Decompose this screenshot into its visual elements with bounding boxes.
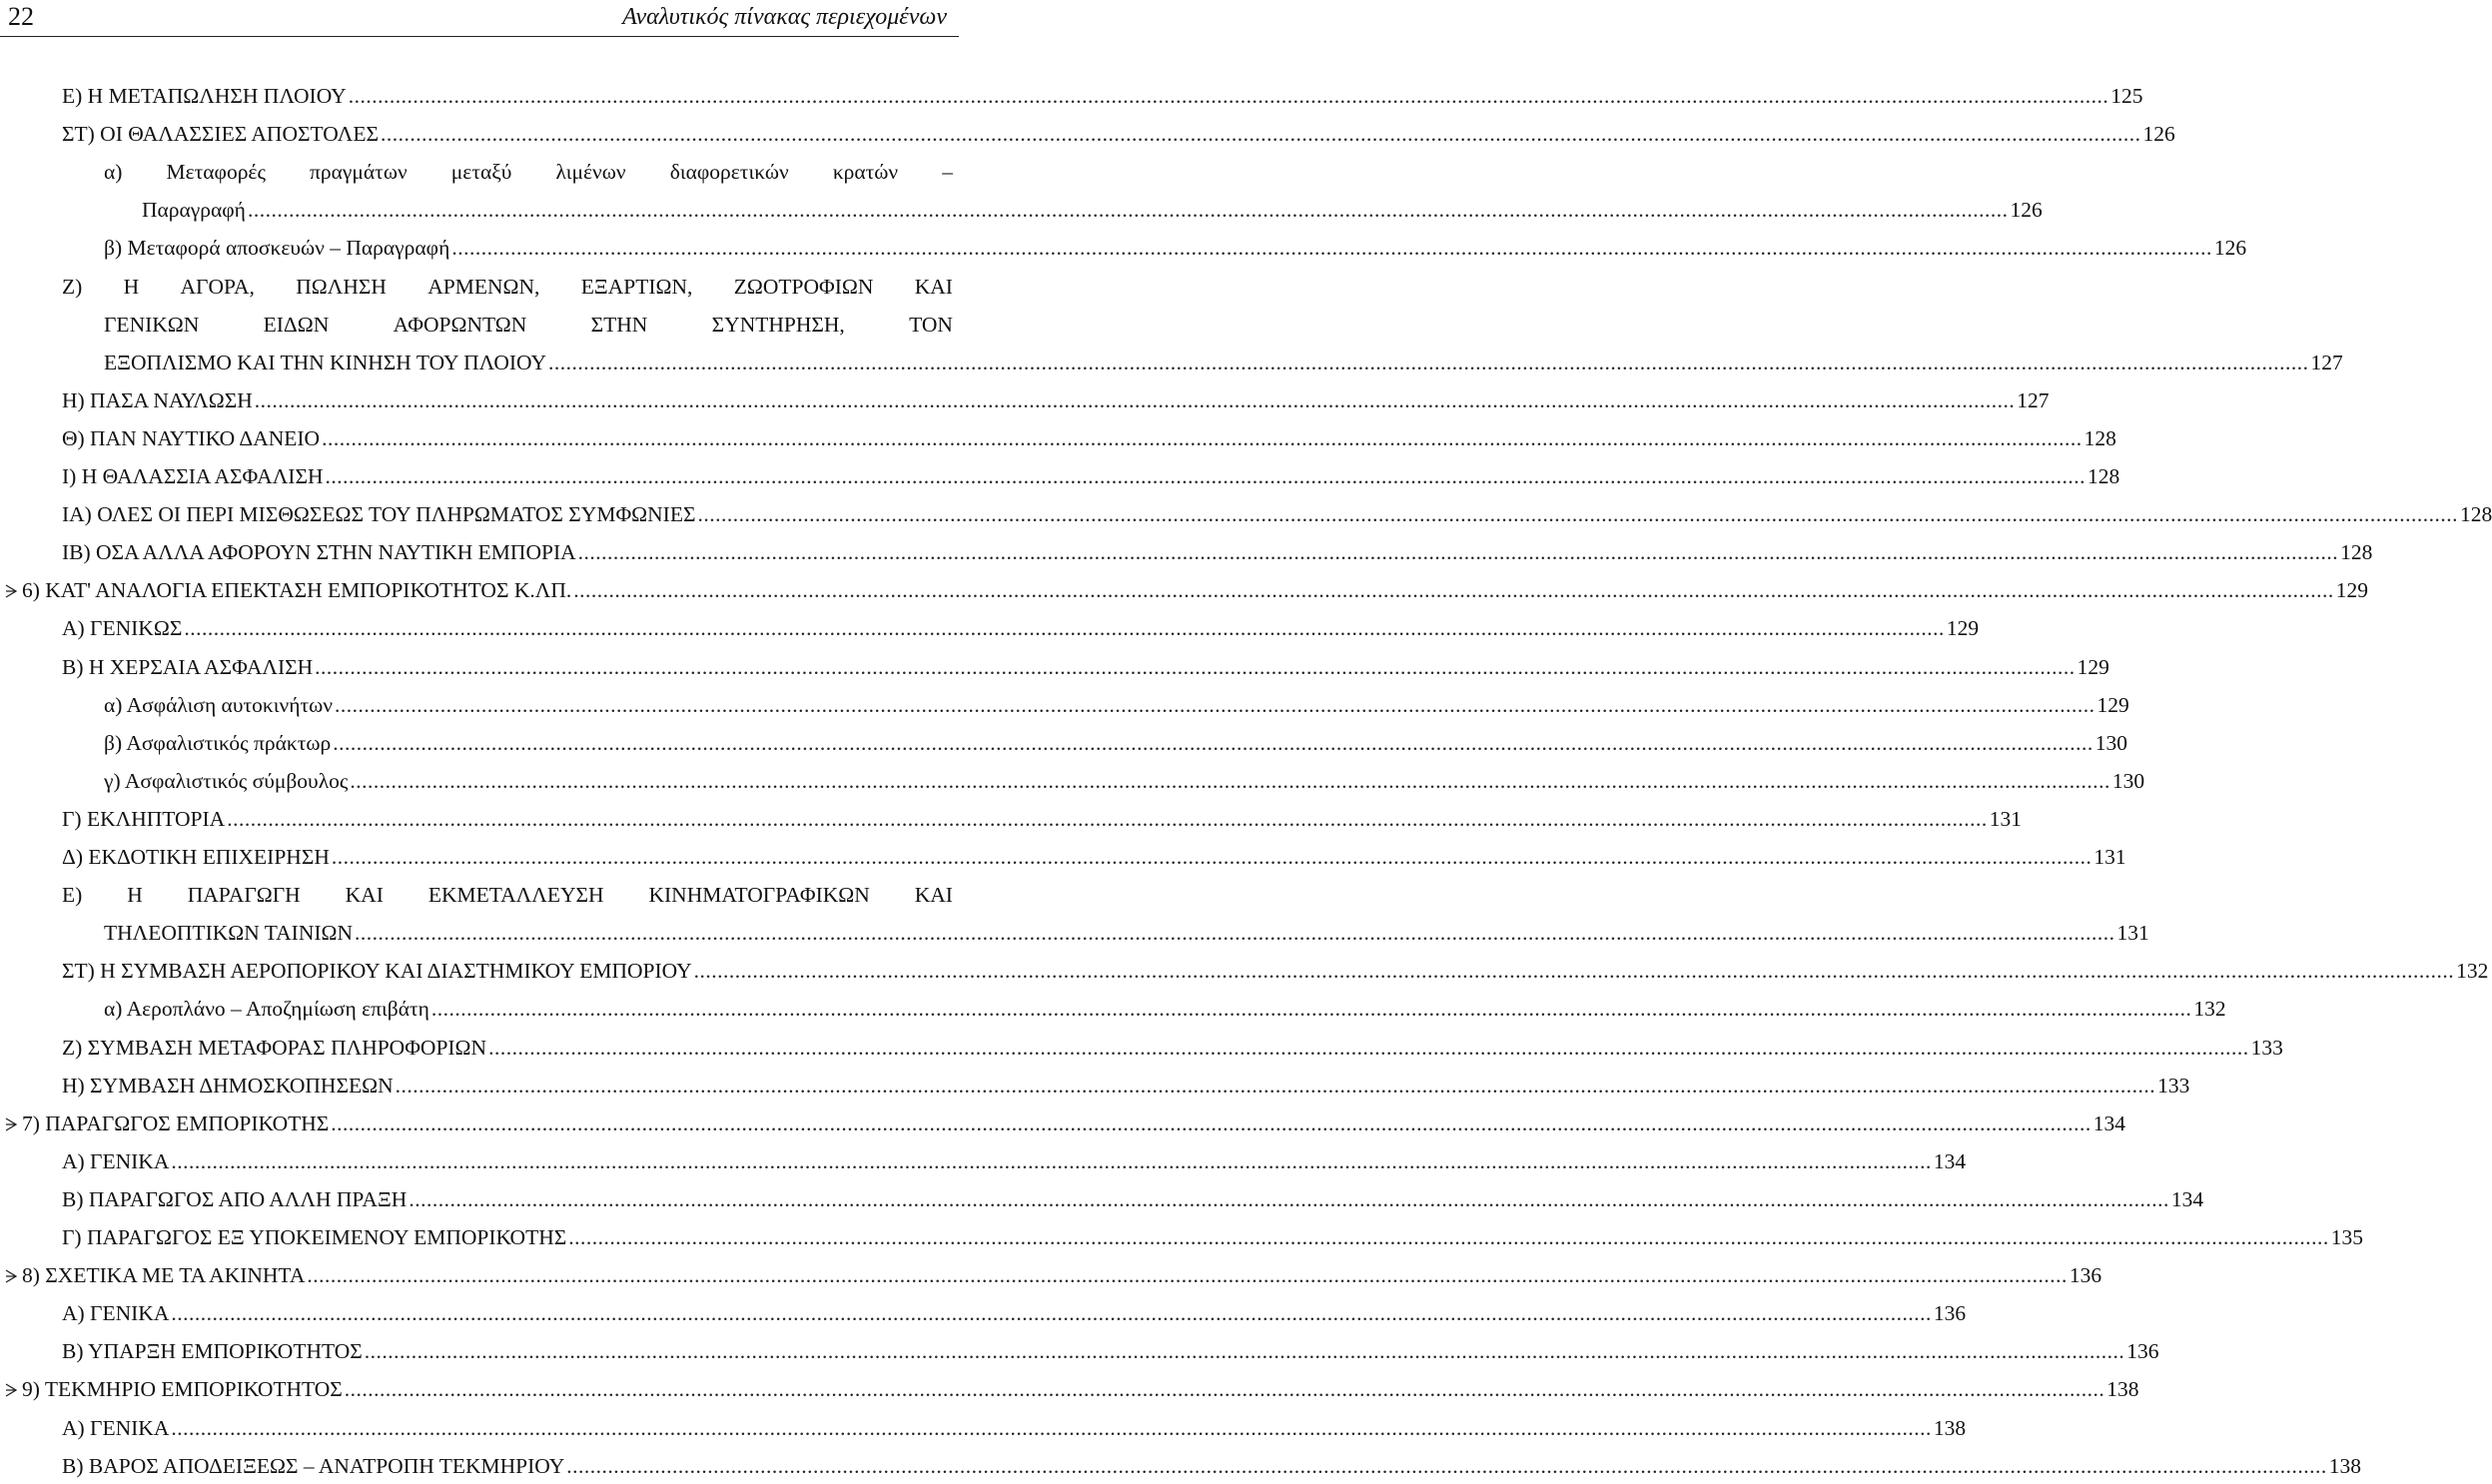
toc-entry-title: ΤΗΛΕΟΠΤΙΚΩΝ ΤΑΙΝΙΩΝ [104, 921, 354, 945]
toc-entry [0, 1295, 1967, 1331]
dot-leader: ............................................................................................................................................................................................................................................................................................................ [395, 1074, 2156, 1098]
toc-page-number: 136 [2126, 1339, 2159, 1363]
toc-leader-line [62, 610, 1980, 646]
toc-entry-continuation [0, 345, 2343, 380]
toc-page-number: 132 [2456, 959, 2489, 983]
dot-leader: ............................................................................................................................................................................................................................................................................................................ [566, 1454, 2327, 1478]
dot-leader: ............................................................................................................................................................................................................................................................................................................ [697, 502, 2458, 526]
toc-entry [0, 649, 2109, 685]
toc-entry-continuation [0, 307, 959, 343]
dot-leader: ............................................................................................................................................................................................................................................................................................................ [693, 959, 2455, 983]
toc-page-number: 129 [2335, 578, 2368, 602]
toc-entry [0, 269, 959, 305]
dot-leader: ............................................................................................................................................................................................................................................................................................................ [344, 1377, 2105, 1401]
dot-leader: ............................................................................................................................................................................................................................................................................................................ [331, 1112, 2091, 1135]
toc-entry-title: 7) ΠΑΡΑΓΩΓΟΣ ΕΜΠΟΡΙΚΟΤΗΣ [22, 1112, 330, 1135]
toc-word: πραγμάτων [310, 160, 408, 184]
toc-leader-line [22, 1106, 2126, 1141]
toc-leader-line [62, 1295, 1967, 1331]
toc-entry [0, 534, 2373, 570]
dot-leader: ............................................................................................................................................................................................................................................................................................................ [307, 1263, 2068, 1287]
toc-leader-line [104, 991, 2226, 1027]
toc-entry [0, 801, 2022, 837]
toc-page-number: 129 [2077, 655, 2109, 679]
toc-word: – [942, 160, 953, 184]
dot-leader: ............................................................................................................................................................................................................................................................................................................ [577, 540, 2339, 564]
toc-word: λιμένων [555, 160, 626, 184]
toc-word: ΚΑΙ [345, 883, 384, 907]
toc-entry [0, 953, 2489, 989]
toc-leader-line [104, 725, 2127, 761]
toc-entry [0, 78, 2143, 114]
toc-entry-title: Β) ΒΑΡΟΣ ΑΠΟΔΕΙΞΕΩΣ – ΑΝΑΤΡΟΠΗ ΤΕΚΜΗΡΙΟΥ [62, 1454, 565, 1478]
toc-page-number: 130 [2111, 769, 2145, 793]
dot-leader: ............................................................................................................................................................................................................................................................................................................ [247, 198, 2009, 222]
toc-leader-line [22, 572, 2368, 608]
toc-page-number: 131 [1989, 807, 2022, 831]
dot-leader: ............................................................................................................................................................................................................................................................................................................ [184, 616, 1945, 640]
toc-page-number: 136 [1933, 1301, 1967, 1325]
toc-word: ΑΦΟΡΩΝΤΩΝ [393, 313, 527, 337]
toc-page-number: 132 [2193, 997, 2226, 1021]
dot-leader: ............................................................................................................................................................................................................................................................................................................ [451, 236, 2212, 260]
toc-word: μεταξύ [450, 160, 512, 184]
toc-entry-title: Α) ΓΕΝΙΚΑ [62, 1301, 170, 1325]
toc-entry-title: Ζ) ΣΥΜΒΑΣΗ ΜΕΤΑΦΟΡΑΣ ΠΛΗΡΟΦΟΡΙΩΝ [62, 1036, 487, 1060]
toc-entry-title: ΙΒ) ΟΣΑ ΑΛΛΑ ΑΦΟΡΟΥΝ ΣΤΗΝ ΝΑΥΤΙΚΗ ΕΜΠΟΡΙΑ [62, 540, 576, 564]
toc-page-number: 128 [2083, 426, 2116, 450]
toc-leader-line [62, 78, 2143, 114]
toc-leader-line [62, 1181, 2204, 1217]
toc-entry [0, 1410, 1967, 1446]
toc-page-number: 129 [1946, 616, 1980, 640]
toc-word: ΣΥΝΤΗΡΗΣΗ, [711, 313, 845, 337]
toc-word: διαφορετικών [669, 160, 789, 184]
toc-leader-line [62, 534, 2373, 570]
toc-word: κρατών [832, 160, 899, 184]
toc-entry-continuation [0, 915, 2149, 951]
toc-entry-line [104, 154, 953, 190]
toc-word: ΑΡΜΕΝΩΝ, [427, 275, 540, 299]
toc-entry-line [62, 269, 953, 305]
toc-page-number: 135 [2330, 1225, 2363, 1249]
dot-leader: ............................................................................................................................................................................................................................................................................................................ [315, 655, 2076, 679]
toc-page-number: 125 [2110, 84, 2143, 108]
toc-page-number: 133 [2250, 1036, 2283, 1060]
toc-entry [0, 1068, 2190, 1104]
toc-page-number: 136 [2069, 1263, 2102, 1287]
toc-entry-title: ΣΤ) Η ΣΥΜΒΑΣΗ ΑΕΡΟΠΟΡΙΚΟΥ ΚΑΙ ΔΙΑΣΤΗΜΙΚΟΥ ΕΜΠΟΡΙΟΥ [62, 959, 692, 983]
header-rule [0, 36, 959, 37]
dot-leader: ............................................................................................................................................................................................................................................................................................................ [568, 1225, 2329, 1249]
toc-page-number: 131 [2093, 845, 2126, 869]
toc-leader-line [62, 1333, 2159, 1369]
toc-entry-title: Δ) ΕΚΔΟΤΙΚΗ ΕΠΙΧΕΙΡΗΣΗ [62, 845, 330, 869]
bullet-icon [4, 1371, 20, 1407]
toc-entry-title: 8) ΣΧΕΤΙΚΑ ΜΕ ΤΑ ΑΚΙΝΗΤΑ [22, 1263, 306, 1287]
toc-leader-line [62, 420, 2116, 456]
toc-page-number: 131 [2116, 921, 2149, 945]
toc-entry [0, 763, 2145, 799]
toc-entry-title: Η) ΣΥΜΒΑΣΗ ΔΗΜΟΣΚΟΠΗΣΕΩΝ [62, 1074, 394, 1098]
bullet-icon [4, 1106, 20, 1141]
dot-leader: ............................................................................................................................................................................................................................................................................................................ [171, 1301, 1932, 1325]
toc-page-number: 134 [2170, 1187, 2204, 1211]
dot-leader: ............................................................................................................................................................................................................................................................................................................ [364, 1339, 2125, 1363]
dot-leader: ............................................................................................................................................................................................................................................................................................................ [355, 921, 2115, 945]
toc-leader-line [142, 192, 2043, 228]
toc-leader-line [62, 649, 2109, 685]
toc-word: ΤΟΝ [909, 313, 953, 337]
toc-entry [0, 420, 2116, 456]
toc-word: Ζ) [62, 275, 83, 299]
toc-word: Ε) [62, 883, 83, 907]
dot-leader: ............................................................................................................................................................................................................................................................................................................ [331, 845, 2092, 869]
toc-leader-line [62, 1030, 2283, 1066]
toc-entry [0, 1448, 2362, 1484]
toc-leader-line [62, 1219, 2363, 1255]
toc-word: ΕΚΜΕΤΑΛΛΕΥΣΗ [427, 883, 604, 907]
toc-page-number: 126 [2142, 122, 2175, 146]
toc-entry-title: 6) ΚΑΤ' ΑΝΑΛΟΓΙΑ ΕΠΕΚΤΑΣΗ ΕΜΠΟΡΙΚΟΤΗΤΟΣ Κ.ΛΠ. [22, 578, 572, 602]
toc-entry-title: Γ) ΠΑΡΑΓΩΓΟΣ ΕΞ ΥΠΟΚΕΙΜΕΝΟΥ ΕΜΠΟΡΙΚΟΤΗΣ [62, 1225, 567, 1249]
page-number: 22 [8, 2, 34, 31]
toc-entry [0, 1219, 2363, 1255]
toc-leader-line [62, 1448, 2362, 1484]
toc-page-number: 138 [2328, 1454, 2362, 1478]
bullet-icon [4, 1257, 20, 1293]
toc-entry-title: Β) Η ΧΕΡΣΑΙΑ ΑΣΦΑΛΙΣΗ [62, 655, 314, 679]
toc-entry [0, 1143, 1967, 1179]
toc-word: ΕΙΔΩΝ [263, 313, 330, 337]
toc-entry [0, 687, 2129, 723]
toc-entry [0, 1333, 2159, 1369]
toc-word: ΚΙΝΗΜΑΤΟΓΡΑΦΙΚΩΝ [648, 883, 870, 907]
dot-leader: ............................................................................................................................................................................................................................................................................................................ [350, 769, 2110, 793]
toc-leader-line [62, 953, 2489, 989]
toc-leader-line [62, 1143, 1967, 1179]
toc-word: ΑΓΟΡΑ, [180, 275, 255, 299]
toc-word: Μεταφορές [166, 160, 266, 184]
toc-word: ΚΑΙ [914, 883, 953, 907]
toc-page-number: 126 [2010, 198, 2043, 222]
toc-page-number: 126 [2213, 236, 2247, 260]
toc-leader-line [104, 687, 2129, 723]
toc-entry-title: Α) ΓΕΝΙΚΑ [62, 1149, 170, 1173]
dot-leader: ............................................................................................................................................................................................................................................................................................................ [227, 807, 1988, 831]
toc-page-number: 138 [1933, 1416, 1967, 1440]
dot-leader: ............................................................................................................................................................................................................................................................................................................ [254, 388, 2016, 412]
toc-word: ΓΕΝΙΚΩΝ [104, 313, 200, 337]
toc-page-number: 129 [2096, 693, 2129, 717]
toc-word: Η [123, 275, 140, 299]
dot-leader: ............................................................................................................................................................................................................................................................................................................ [430, 997, 2192, 1021]
toc-word: ΠΩΛΗΣΗ [296, 275, 387, 299]
toc-page-number: 134 [2092, 1112, 2126, 1135]
toc-section-entry [0, 1257, 2102, 1293]
toc-entry-title: Α) ΓΕΝΙΚΑ [62, 1416, 170, 1440]
dot-leader: ............................................................................................................................................................................................................................................................................................................ [380, 122, 2141, 146]
toc-entry-title: Ι) Η ΘΑΛΑΣΣΙΑ ΑΣΦΑΛΙΣΗ [62, 464, 324, 488]
toc-entry-title: α) Αεροπλάνο – Αποζημίωση επιβάτη [104, 997, 429, 1021]
toc-leader-line [22, 1257, 2102, 1293]
toc-entry-title: Η) ΠΑΣΑ ΝΑΥΛΩΣΗ [62, 388, 253, 412]
toc-entry [0, 1030, 2283, 1066]
dot-leader: ............................................................................................................................................................................................................................................................................................................ [334, 693, 2095, 717]
toc-leader-line [104, 345, 2343, 380]
toc-entry-line [62, 877, 953, 913]
dot-leader: ............................................................................................................................................................................................................................................................................................................ [348, 84, 2109, 108]
dot-leader: ............................................................................................................................................................................................................................................................................................................ [333, 731, 2093, 755]
toc-entry-title: Γ) ΕΚΛΗΠΤΟΡΙΑ [62, 807, 226, 831]
toc-page-number: 134 [1933, 1149, 1967, 1173]
toc-section-entry [0, 572, 2368, 608]
dot-leader: ............................................................................................................................................................................................................................................................................................................ [171, 1149, 1932, 1173]
toc-entry [0, 116, 2175, 152]
toc-entry-title: α) Ασφάλιση αυτοκινήτων [104, 693, 333, 717]
toc-entry-title: β) Ασφαλιστικός πράκτωρ [104, 731, 332, 755]
toc-word: Η [127, 883, 143, 907]
dot-leader: ............................................................................................................................................................................................................................................................................................................ [573, 578, 2334, 602]
toc-page-number: 138 [2106, 1377, 2139, 1401]
toc-entry-title: Β) ΥΠΑΡΞΗ ΕΜΠΟΡΙΚΟΤΗΤΟΣ [62, 1339, 363, 1363]
bullet-icon [4, 572, 20, 608]
toc-entry [0, 154, 959, 190]
toc-word: ΕΞΑΡΤΙΩΝ, [580, 275, 693, 299]
toc-entry [0, 991, 2226, 1027]
toc-entry [0, 725, 2127, 761]
toc-word: ΖΩΟΤΡΟΦΙΩΝ [733, 275, 874, 299]
toc-entry-title: 9) ΤΕΚΜΗΡΙΟ ΕΜΠΟΡΙΚΟΤΗΤΟΣ [22, 1377, 343, 1401]
dot-leader: ............................................................................................................................................................................................................................................................................................................ [322, 426, 2082, 450]
toc-leader-line [104, 230, 2247, 266]
toc-word: ΚΑΙ [914, 275, 953, 299]
dot-leader: ............................................................................................................................................................................................................................................................................................................ [325, 464, 2085, 488]
toc-leader-line [104, 915, 2149, 951]
toc-leader-line [62, 116, 2175, 152]
toc-entry [0, 496, 2492, 532]
toc-entry-title: β) Μεταφορά αποσκευών – Παραγραφή [104, 236, 450, 260]
toc-leader-line [62, 801, 2022, 837]
toc-entry [0, 382, 2050, 418]
dot-leader: ............................................................................................................................................................................................................................................................................................................ [171, 1416, 1932, 1440]
page-header [0, 0, 959, 40]
dot-leader: ............................................................................................................................................................................................................................................................................................................ [409, 1187, 2169, 1211]
toc-section-entry [0, 1106, 2126, 1141]
running-title: Αναλυτικός πίνακας περιεχομένων [622, 4, 947, 30]
toc-leader-line [62, 1410, 1967, 1446]
toc-word: ΠΑΡΑΓΩΓΗ [187, 883, 301, 907]
toc-section-entry [0, 1371, 2139, 1407]
toc-page-number: 128 [2459, 502, 2492, 526]
toc-leader-line [104, 763, 2145, 799]
toc-entry-title: ΣΤ) ΟΙ ΘΑΛΑΣΣΙΕΣ ΑΠΟΣΤΟΛΕΣ [62, 122, 379, 146]
toc-leader-line [62, 496, 2492, 532]
toc-entry-line [104, 307, 953, 343]
toc-entry-title: Θ) ΠΑΝ ΝΑΥΤΙΚΟ ΔΑΝΕΙΟ [62, 426, 321, 450]
toc-word: α) [104, 160, 123, 184]
toc-entry-title: Α) ΓΕΝΙΚΩΣ [62, 616, 183, 640]
toc-page-number: 128 [2087, 464, 2120, 488]
toc-page-number: 128 [2340, 540, 2373, 564]
toc-entry [0, 610, 1980, 646]
toc-entry-title: Ε) Η ΜΕΤΑΠΩΛΗΣΗ ΠΛΟΙΟΥ [62, 84, 347, 108]
dot-leader: ............................................................................................................................................................................................................................................................................................................ [488, 1036, 2249, 1060]
toc-leader-line [62, 382, 2050, 418]
toc-entry [0, 839, 2126, 875]
toc-word: ΣΤΗΝ [590, 313, 648, 337]
toc-page-number: 130 [2094, 731, 2127, 755]
toc-entry-continuation [0, 192, 2043, 228]
toc-page-number: 127 [2017, 388, 2050, 412]
dot-leader: ............................................................................................................................................................................................................................................................................................................ [548, 351, 2309, 374]
toc-entry-title: Β) ΠΑΡΑΓΩΓΟΣ ΑΠΟ ΑΛΛΗ ΠΡΑΞΗ [62, 1187, 408, 1211]
toc-entry-title: ΙΑ) ΟΛΕΣ ΟΙ ΠΕΡΙ ΜΙΣΘΩΣΕΩΣ ΤΟΥ ΠΛΗΡΩΜΑΤΟΣ ΣΥΜΦΩΝΙΕΣ [62, 502, 696, 526]
toc-leader-line [62, 458, 2120, 494]
toc-page-number: 127 [2310, 351, 2343, 374]
toc-page-number: 133 [2157, 1074, 2190, 1098]
toc-entry [0, 458, 2120, 494]
toc-entry [0, 230, 2247, 266]
toc-leader-line [22, 1371, 2139, 1407]
toc-leader-line [62, 839, 2126, 875]
toc-entry-title: Παραγραφή [142, 198, 246, 222]
toc-entry [0, 1181, 2204, 1217]
toc-entry-title: ΕΞΟΠΛΙΣΜΟ ΚΑΙ ΤΗΝ ΚΙΝΗΣΗ ΤΟΥ ΠΛΟΙΟΥ [104, 351, 547, 374]
toc-leader-line [62, 1068, 2190, 1104]
toc-entry-title: γ) Ασφαλιστικός σύμβουλος [104, 769, 349, 793]
toc-entry [0, 877, 959, 913]
